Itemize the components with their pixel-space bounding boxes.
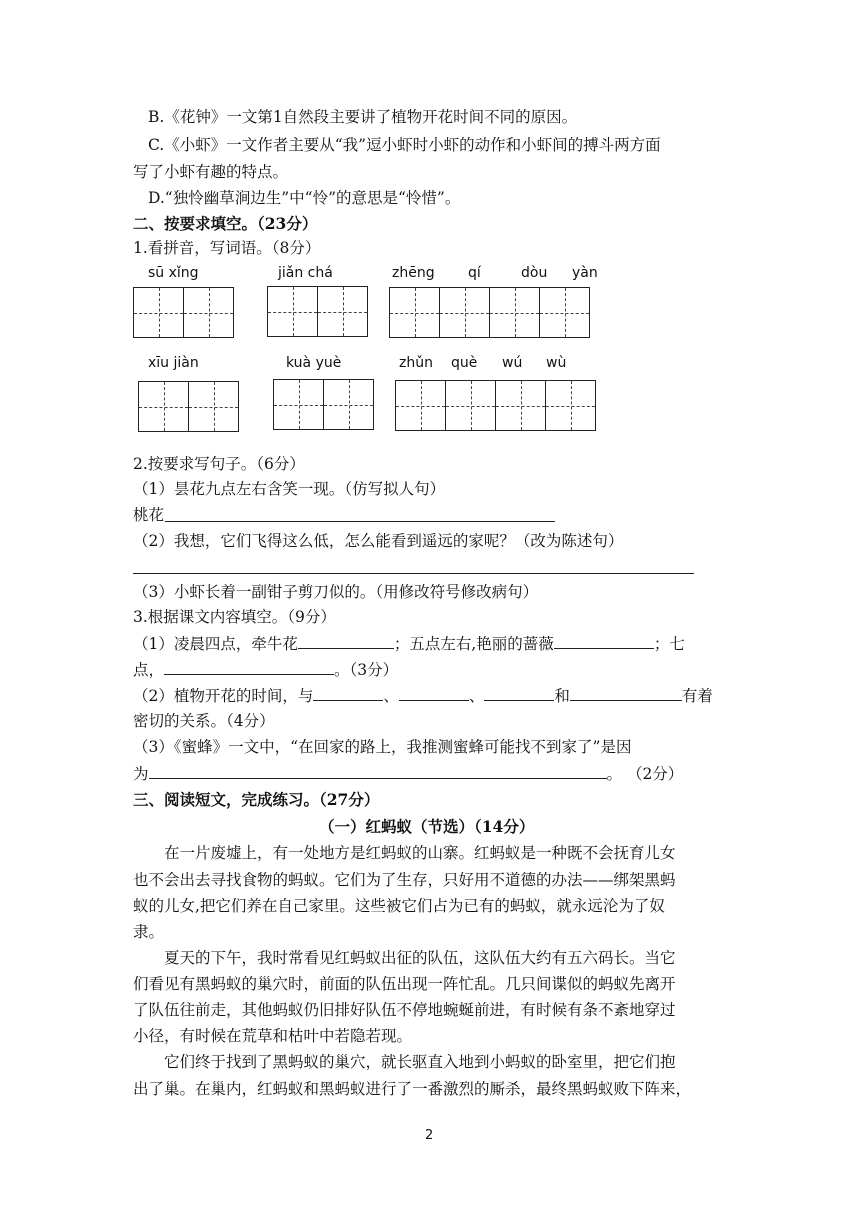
passage-title: （一）红蚂蚁（节选）（14分） xyxy=(319,817,535,836)
fill-text: 、 xyxy=(468,687,485,705)
fill-blank[interactable] xyxy=(484,685,554,701)
pinyin-label: yàn xyxy=(572,265,598,281)
pinyin-label: xīu jiàn xyxy=(148,355,199,371)
answer-line[interactable] xyxy=(165,521,555,522)
page-number: 2 xyxy=(425,1128,434,1143)
pinyin-label: jiǎn chá xyxy=(278,265,333,281)
q2-sentence-2: （2）我想，它们飞得这么低，怎么能看到遥远的家呢？（改为陈述句） xyxy=(133,532,624,550)
fill-text: （2）植物开花的时间，与 xyxy=(133,687,314,705)
section2-heading: 二、按要求填空。（23分） xyxy=(133,214,318,233)
fill-blank[interactable] xyxy=(164,659,334,675)
option-b: B.《花钟》一文第1自然段主要讲了植物开花时间不同的原因。 xyxy=(148,108,578,126)
passage-line: 出了巢。在巢内，红蚂蚁和黑蚂蚁进行了一番激烈的厮杀，最终黑蚂蚁败下阵来， xyxy=(133,1080,692,1098)
fill-text: 为 xyxy=(133,765,149,783)
option-c-line2: 写了小虾有趣的特点。 xyxy=(133,163,289,181)
q2-sentence-1: （1）昙花九点左右含笑一现。（仿写拟人句） xyxy=(133,480,446,498)
passage-line: 隶。 xyxy=(133,923,165,941)
writing-grid[interactable] xyxy=(267,286,368,337)
fill-blank[interactable] xyxy=(298,633,394,649)
q3-line-1 xyxy=(133,633,685,654)
writing-grid[interactable] xyxy=(138,381,239,432)
fill-text: （1）凌晨四点，牵牛花 xyxy=(133,635,298,653)
passage-line: 它们终于找到了黑蚂蚁的巢穴，就长驱直入地到小蚂蚁的卧室里，把它们抱 xyxy=(164,1053,676,1071)
fill-text: ；七 xyxy=(653,635,685,653)
passage-line: 也不会出去寻找食物的蚂蚁。它们为了生存，只好用不道德的办法——绑架黑蚂 xyxy=(133,871,676,889)
fill-blank[interactable] xyxy=(313,685,383,701)
fill-blank[interactable] xyxy=(554,633,654,649)
q2-title: 2.按要求写句子。（6分） xyxy=(133,455,305,473)
pinyin-label: zhēng xyxy=(392,265,435,281)
option-c-line1: C.《小虾》一文作者主要从“我”逗小虾时小虾的动作和小虾间的搏斗两方面 xyxy=(148,136,661,154)
fill-text: 和 xyxy=(554,687,570,705)
answer-line[interactable] xyxy=(133,573,694,574)
writing-grid[interactable] xyxy=(389,287,590,338)
fill-text: 、 xyxy=(383,687,399,705)
pinyin-label: wú xyxy=(502,355,523,371)
q3-line-4: 密切的关系。（4分） xyxy=(133,712,275,730)
q3-line-2 xyxy=(133,659,398,680)
passage-line: 小径，有时候在荒草和枯叶中若隐若现。 xyxy=(133,1027,413,1045)
fill-text: 点， xyxy=(133,661,165,679)
pinyin-label: qí xyxy=(468,265,481,281)
q3-title: 3.根据课文内容填空。（9分） xyxy=(133,608,336,626)
fill-blank[interactable] xyxy=(399,685,469,701)
passage-line: 夏天的下午，我时常看见红蚂蚁出征的队伍，这队伍大约有五六码长。当它 xyxy=(164,949,676,967)
section3-heading: 三、阅读短文，完成练习。（27分） xyxy=(133,790,380,809)
q3-line-5: （3）《蜜蜂》一文中，“在回家的路上，我推测蜜蜂可能找不到家了”是因 xyxy=(133,738,632,756)
fill-text: 。（3分） xyxy=(334,661,399,679)
q3-line-3 xyxy=(133,685,713,706)
fill-blank[interactable] xyxy=(570,685,682,701)
q3-line-6 xyxy=(133,763,683,784)
pinyin-label: dòu xyxy=(521,265,548,281)
fill-blank[interactable] xyxy=(149,763,607,779)
answer-prefix: 桃花 xyxy=(133,506,165,524)
writing-grid[interactable] xyxy=(395,380,596,431)
pinyin-label: què xyxy=(451,355,478,371)
q2-sentence-3: （3）小虾长着一副钳子剪刀似的。（用修改符号修改病句） xyxy=(133,583,539,601)
fill-text: ；五点左右,艳丽的蔷薇 xyxy=(393,635,554,653)
option-d: D.“独怜幽草涧边生”中“怜”的意思是“怜惜”。 xyxy=(148,189,461,207)
fill-text: 。 （2分） xyxy=(606,765,684,783)
writing-grid[interactable] xyxy=(273,379,374,430)
pinyin-label: wù xyxy=(546,355,567,371)
passage-line: 了队伍往前走，其他蚂蚁仍旧排好队伍不停地蜿蜒前进，有时候有条不紊地穿过 xyxy=(133,1001,676,1019)
writing-grid[interactable] xyxy=(133,287,234,338)
passage-line: 在一片废墟上，有一处地方是红蚂蚁的山寨。红蚂蚁是一种既不会抚育儿女 xyxy=(164,844,676,862)
fill-text: 有着 xyxy=(681,687,713,705)
passage-line: 蚁的儿女,把它们养在自己家里。这些被它们占为已有的蚂蚁，就永远沦为了奴 xyxy=(133,897,665,915)
pinyin-label: zhǔn xyxy=(399,355,433,371)
q1-title: 1.看拼音，写词语。（8分） xyxy=(133,239,321,257)
pinyin-label: kuà yuè xyxy=(286,355,342,371)
passage-line: 们看见有黑蚂蚁的巢穴时，前面的队伍出现一阵忙乱。几只间谍似的蚂蚁先离开 xyxy=(133,975,676,993)
pinyin-label: sū xǐng xyxy=(148,265,199,281)
